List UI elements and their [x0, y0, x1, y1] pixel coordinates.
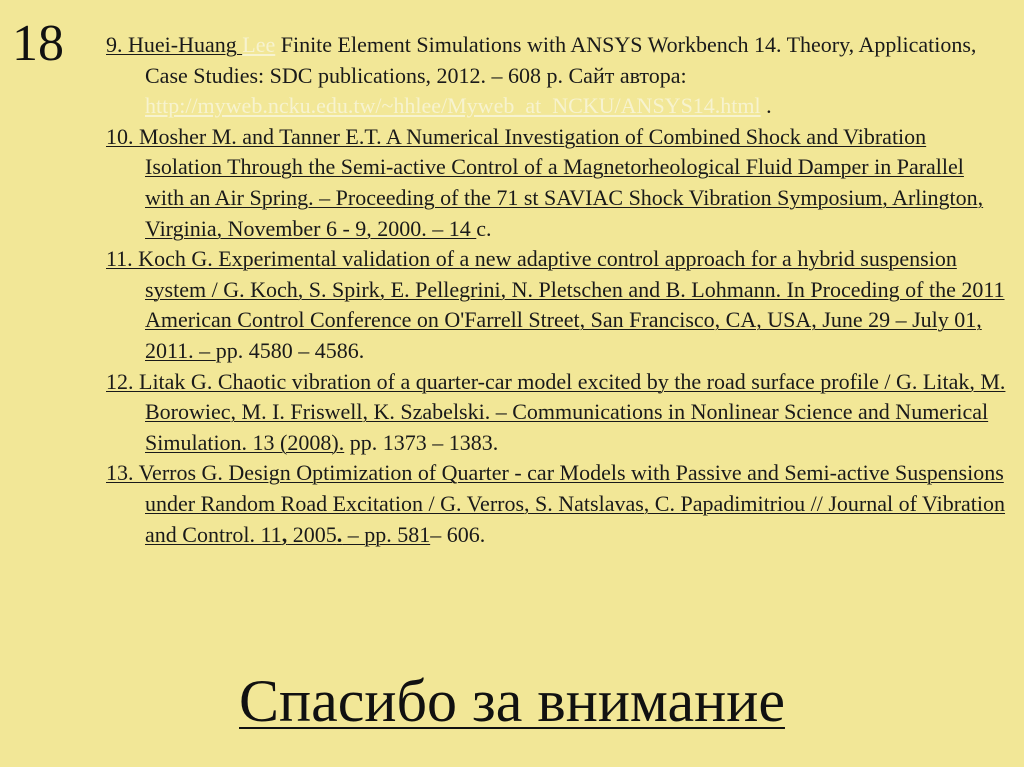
reference-item-9 [106, 30, 1006, 122]
reference-9-author-link[interactable]: Lee [242, 32, 276, 57]
reference-13-period: . [336, 521, 343, 547]
reference-item-12 [106, 367, 1006, 459]
thanks-text: Спасибо за внимание [239, 668, 785, 734]
reference-13-year: 2005 [287, 521, 337, 547]
reference-13-comma: , [281, 521, 288, 547]
reference-12-pages: pp. 1373 – 1383. [344, 429, 499, 455]
reference-13-pages-start: – pp. 581 [342, 521, 431, 547]
reference-9-url-link[interactable]: http://myweb.ncku.edu.tw/~hhlee/Myweb_at_NCKU/ANSYS14.html [145, 93, 761, 119]
reference-list [106, 30, 1006, 550]
reference-13-text: 13. Verros G. Design Optimization of Quarter - car Models with Passive and Semi-active Suspensions under Random Road Excitation / G. Verros, S. Natslavas, C. Papadimitriou // Journal of Vibration and Control. 11 [106, 460, 1006, 547]
reference-10-pages: с. [476, 215, 492, 241]
reference-item-11 [106, 244, 1006, 366]
reference-item-10 [106, 122, 1006, 244]
reference-10-text: 10. Mosher M. and Tanner E.T. A Numerical Investigation of Combined Shock and Vibration Isolation Through the Semi-active Control of a Magnetorheological Fluid Damper in Parallel with an Air Spring. – Proceeding of the 71 st SAVIAC Shock Vibration Symposium, Arlington, Virginia, November 6 - 9, 2000. – 14 [106, 123, 984, 241]
reference-11-pages: pp. 4580 – 4586. [215, 337, 365, 363]
slide-number: 18 [12, 15, 64, 72]
reference-13-pages-end: – 606. [430, 521, 486, 547]
reference-item-13 [106, 458, 1006, 550]
reference-9-author: 9. Huei-Huang [106, 32, 243, 57]
reference-11-text: 11. Koch G. Experimental validation of a new adaptive control approach for a hybrid suspension system / G. Koch, S. Spirk, E. Pellegrini, N. Pletschen and B. Lohmann. In Proceding of the 2011 American Control Conference on O'Farrell Street, San Francisco, CA, USA, June 29 – July 01, 2011. – [106, 246, 1005, 363]
reference-9-end: . [760, 93, 772, 119]
thanks-heading [0, 668, 1024, 734]
reference-9-text: Finite Element Simulations with ANSYS Workbench 14. Theory, Applications, Case Studies: SDC publications, 2012. – 608 р. Сайт автора: [145, 32, 977, 88]
reference-12-text: 12. Litak G. Chaotic vibration of a quarter-car model excited by the road surface profile / G. Litak, M. Borowiec, M. I. Friswell, K. Szabelski. – Communications in Nonlinear Science and Numerical Simulation. 13 (2008). [106, 368, 1006, 455]
